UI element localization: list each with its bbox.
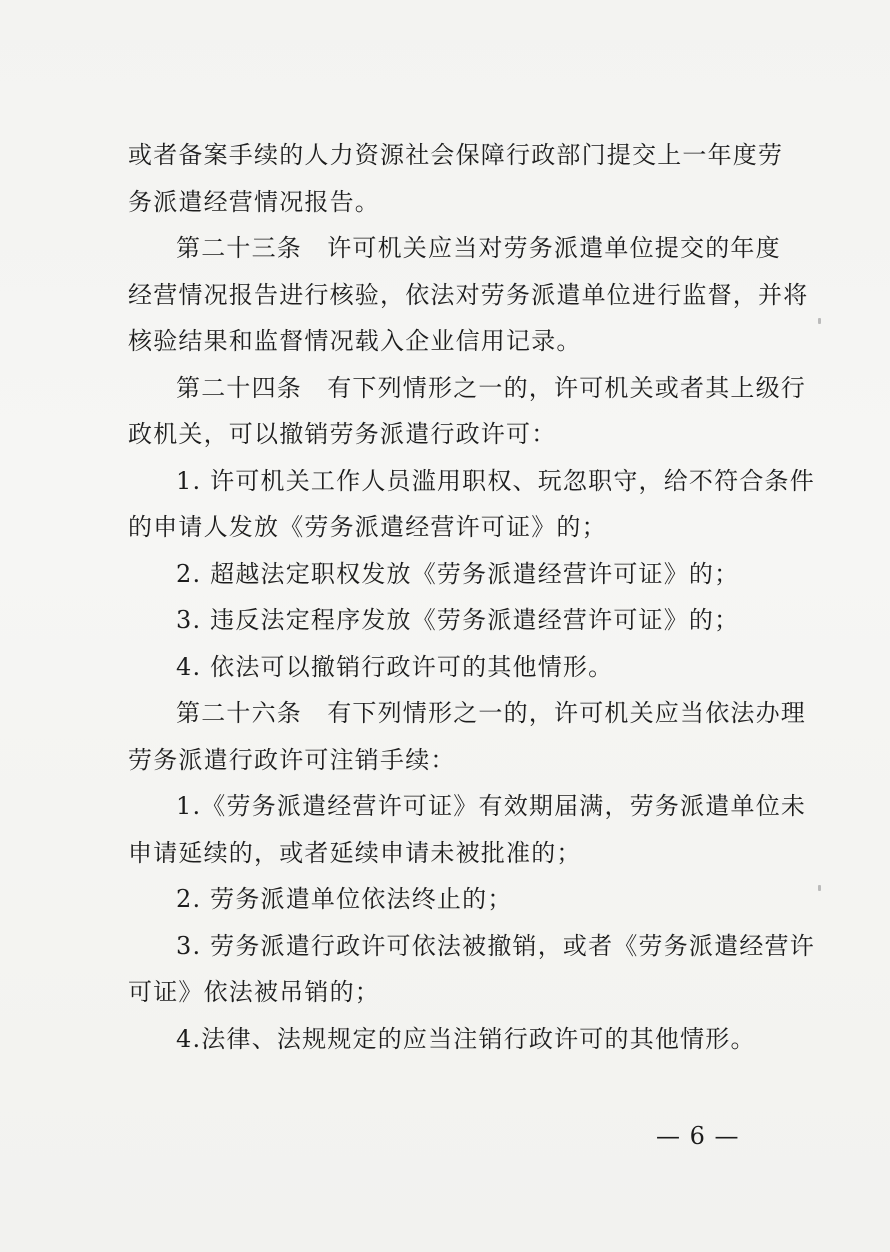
list-item-line: 1. 许可机关工作人员滥用职权、玩忽职守，给不符合条件 bbox=[176, 466, 815, 495]
text-line: 可证》依法被吊销的； bbox=[128, 978, 380, 1006]
text-line: 政机关，可以撤销劳务派遣行政许可： bbox=[128, 420, 557, 448]
text-line: 经营情况报告进行核验，依法对劳务派遣单位进行监督，并将 bbox=[128, 280, 809, 309]
list-item-line: 3. 违反法定程序发放《劳务派遣经营许可证》的； bbox=[176, 606, 740, 634]
text-line: 或者备案手续的人力资源社会保障行政部门提交上一年度劳 bbox=[128, 141, 784, 169]
list-item-line: 3. 劳务派遣行政许可依法被撤销，或者《劳务派遣经营许 bbox=[176, 931, 815, 960]
list-item-line: 4.法律、法规规定的应当注销行政许可的其他情形。 bbox=[176, 1024, 756, 1053]
text-line: 申请延续的，或者延续申请未被批准的； bbox=[128, 838, 582, 867]
text-line: 务派遣经营情况报告。 bbox=[128, 187, 380, 216]
list-item-line: 2. 超越法定职权发放《劳务派遣经营许可证》的； bbox=[176, 559, 740, 588]
text-line: 的申请人发放《劳务派遣经营许可证》的； bbox=[128, 513, 607, 541]
page-number: — 6 — bbox=[656, 1122, 740, 1150]
article-26-heading-line: 第二十六条 有下列情形之一的，许可机关应当依法办理 bbox=[176, 699, 806, 727]
text-line: 核验结果和监督情况载入企业信用记录。 bbox=[128, 327, 582, 355]
list-item-line: 2. 劳务派遣单位依法终止的； bbox=[176, 885, 513, 913]
article-24-heading-line: 第二十四条 有下列情形之一的，许可机关或者其上级行 bbox=[176, 373, 806, 402]
document-body bbox=[128, 132, 815, 1062]
list-item-line: 1.《劳务派遣经营许可证》有效期届满，劳务派遣单位未 bbox=[176, 792, 807, 820]
scan-speck bbox=[818, 885, 821, 891]
text-line: 劳务派遣行政许可注销手续： bbox=[128, 745, 456, 774]
article-23-heading-line: 第二十三条 许可机关应当对劳务派遣单位提交的年度 bbox=[176, 234, 781, 262]
scan-speck bbox=[818, 318, 821, 324]
list-item-line: 4. 依法可以撤销行政许可的其他情形。 bbox=[176, 652, 614, 681]
